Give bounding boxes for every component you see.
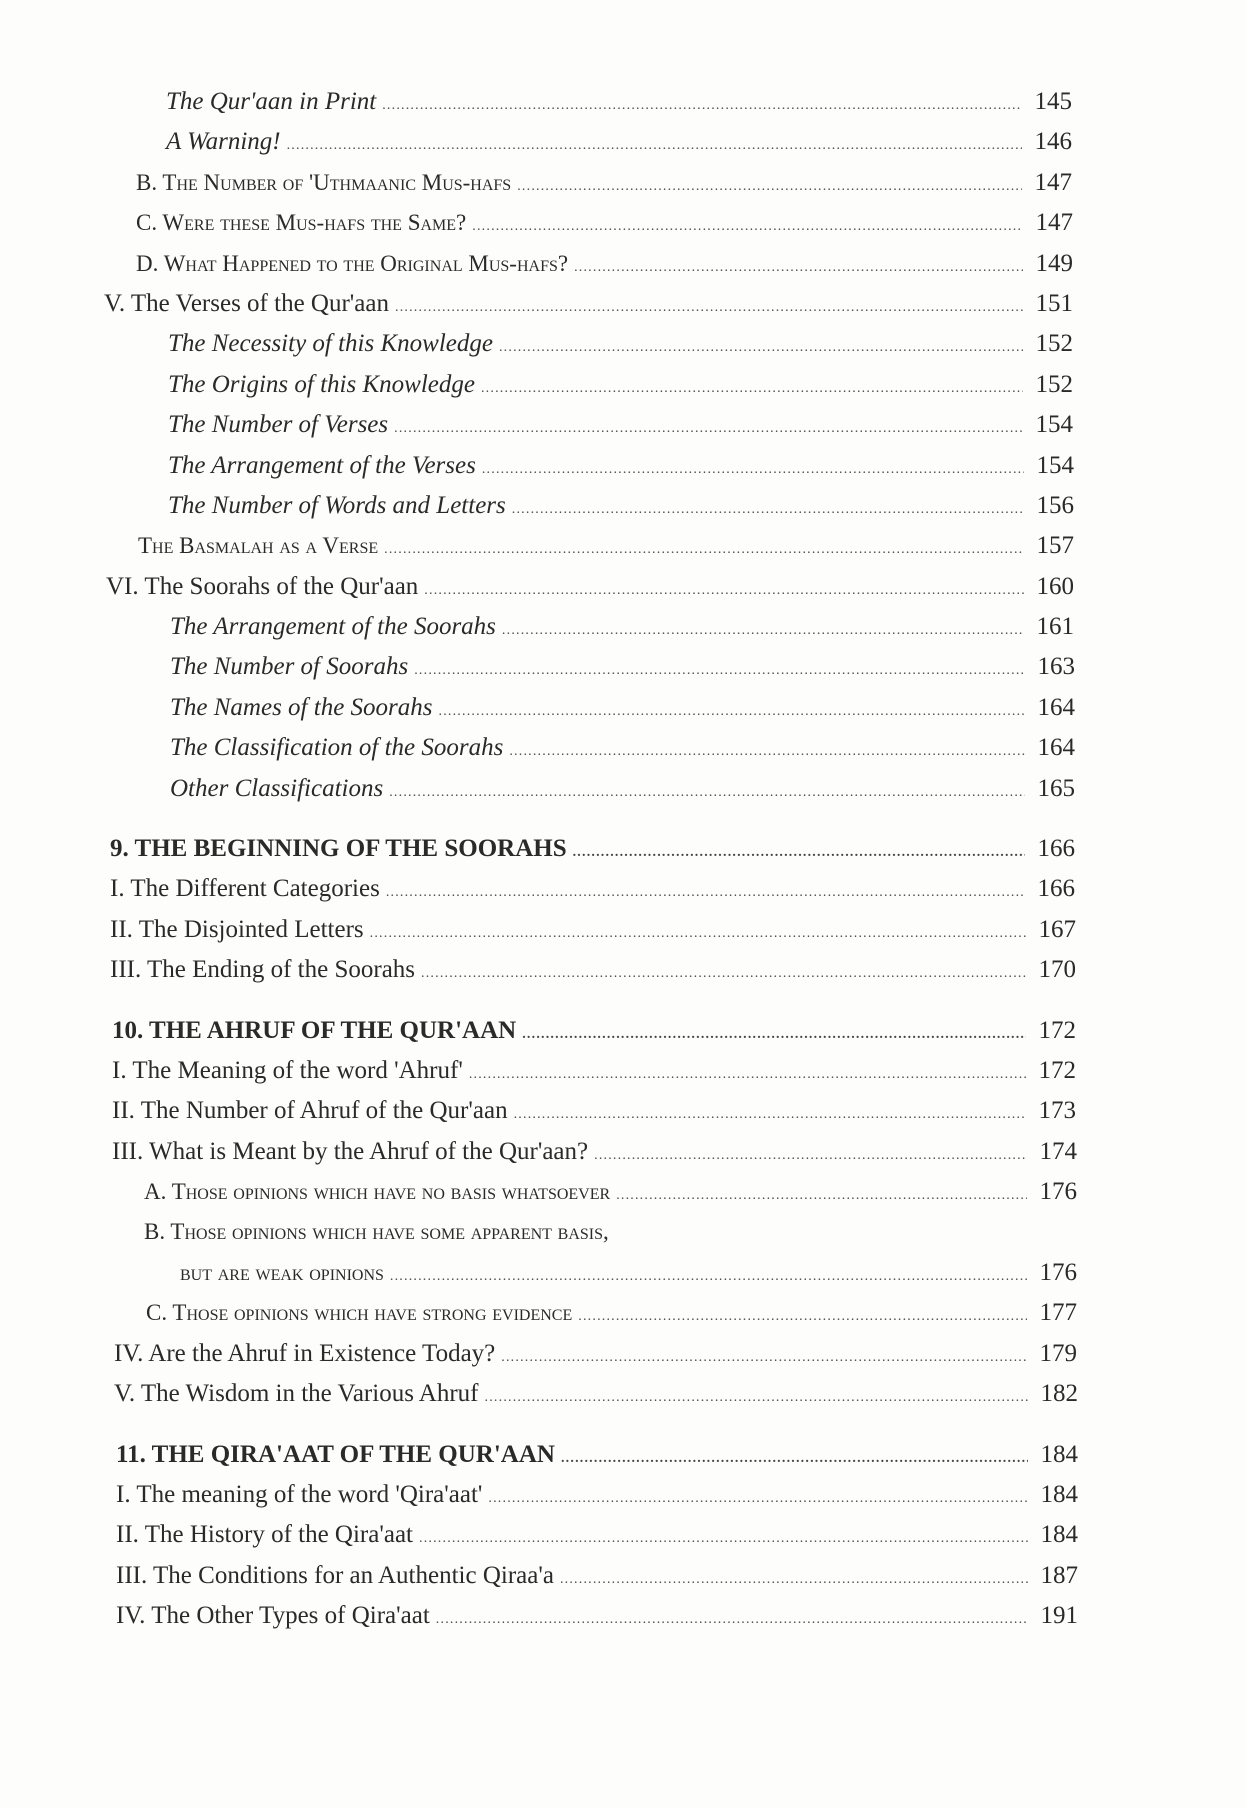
toc-chapter-heading [0, 1441, 1246, 1481]
toc-entry-title: B. Those opinions which have some apparent basis, [144, 1218, 609, 1244]
toc-page-number: 156 [1036, 491, 1074, 519]
dot-leader [481, 381, 1023, 397]
toc-entry-title: A Warning! [166, 128, 281, 156]
toc-entry-title: C. Those opinions which have strong evidence [146, 1300, 573, 1326]
toc-entry-title: II. The Disjointed Letters [110, 915, 364, 943]
toc-entry-title: The Arrangement of the Verses [168, 451, 476, 479]
toc-entry-title: II. The Number of Ahruf of the Qur'aan [112, 1097, 508, 1125]
toc-entry [0, 875, 1246, 915]
toc-page-number: 182 [1040, 1380, 1078, 1408]
dot-leader [509, 744, 1025, 760]
dot-leader [502, 623, 1024, 639]
dot-leader [522, 1027, 1026, 1043]
toc-entry [0, 128, 1246, 168]
toc-page-number: 184 [1040, 1440, 1078, 1468]
dot-leader [395, 300, 1023, 316]
toc-entry-title: III. What is Meant by the Ahruf of the Qur'aan? [112, 1137, 589, 1165]
toc-entry-title: The Qur'aan in Print [166, 88, 377, 115]
dot-leader [485, 1390, 1028, 1406]
toc-entry-title: III. The Ending of the Soorahs [110, 956, 416, 984]
dot-leader [512, 502, 1024, 518]
toc-page-number: 179 [1039, 1339, 1077, 1367]
toc-entry-title: The Number of Verses [168, 411, 389, 439]
dot-leader [501, 1350, 1027, 1366]
dot-leader [439, 704, 1026, 720]
toc-entry [0, 1562, 1246, 1602]
toc-entry-title: The Number of Words and Letters [168, 491, 506, 519]
toc-entry [0, 1602, 1246, 1642]
toc-entry [0, 1299, 1246, 1339]
toc-page-number: 172 [1038, 1056, 1076, 1084]
toc-entry [0, 1057, 1246, 1097]
toc-entry-title: 11. THE QIRA'AAT OF THE QUR'AAN [116, 1440, 555, 1468]
toc-entry-title: The Origins of this Knowledge [168, 370, 475, 398]
dot-leader [573, 845, 1025, 861]
toc-entry [0, 956, 1246, 996]
dot-leader [574, 260, 1023, 276]
dot-leader [419, 1531, 1028, 1547]
toc-page-number: 157 [1036, 532, 1074, 560]
toc-page-number: 176 [1039, 1178, 1077, 1206]
toc-page-number: 170 [1038, 956, 1076, 984]
toc-entry-title: 10. THE AHRUF OF THE QUR'AAN [112, 1016, 517, 1044]
toc-entry-title: B. The Number of 'Uthmaanic Mus-hafs [136, 169, 512, 195]
toc-entry [0, 1340, 1246, 1380]
dot-leader [414, 663, 1025, 679]
toc-entry-title: The Arrangement of the Soorahs [170, 613, 496, 641]
toc-entry-title: I. The Different Categories [110, 875, 380, 903]
table-of-contents [0, 88, 1246, 1642]
dot-leader [394, 421, 1023, 437]
toc-entry [0, 1219, 1246, 1259]
toc-page-number: 177 [1039, 1299, 1077, 1327]
toc-entry [0, 88, 1246, 128]
toc-page-number: 184 [1040, 1521, 1078, 1549]
toc-entry-title: V. The Wisdom in the Various Ahruf [114, 1380, 479, 1408]
toc-entry-title: IV. Are the Ahruf in Existence Today? [114, 1339, 496, 1367]
dot-leader [472, 219, 1023, 235]
dot-leader [384, 542, 1024, 558]
toc-page-number: 161 [1036, 613, 1074, 641]
toc-entry [0, 330, 1246, 370]
toc-entry [0, 775, 1246, 815]
dot-leader [560, 1572, 1028, 1588]
toc-entry [0, 613, 1246, 653]
toc-page-number: 187 [1040, 1561, 1078, 1589]
toc-page-number: 147 [1034, 168, 1072, 196]
dot-leader [616, 1188, 1027, 1204]
toc-entry-title: D. What Happened to the Original Mus-hafs? [136, 250, 569, 276]
toc-entry-title: A. Those opinions which have no basis whatsoever [144, 1179, 611, 1205]
toc-entry [0, 532, 1246, 572]
toc-page-number: 146 [1034, 128, 1072, 156]
dot-leader [578, 1309, 1027, 1325]
dot-leader [488, 1491, 1028, 1507]
toc-entry-title: Other Classifications [170, 774, 384, 802]
toc-entry-title: but are weak opinions [180, 1259, 384, 1285]
toc-page-number: 145 [1034, 88, 1072, 115]
toc-page-number: 164 [1037, 734, 1075, 762]
toc-entry-title: V. The Verses of the Qur'aan [104, 289, 389, 317]
toc-page-number: 166 [1037, 835, 1075, 863]
toc-page-number: 152 [1035, 370, 1073, 398]
toc-page-number: 151 [1035, 289, 1073, 317]
toc-entry-title: The Classification of the Soorahs [170, 734, 504, 762]
toc-entry-title: III. The Conditions for an Authentic Qiraa'a [116, 1561, 554, 1589]
toc-entry-title: 9. THE BEGINNING OF THE SOORAHS [110, 835, 567, 863]
toc-entry [0, 209, 1246, 249]
dot-leader [390, 1269, 1027, 1285]
dot-leader [482, 462, 1024, 478]
toc-page-number: 152 [1035, 330, 1073, 358]
dot-leader [469, 1067, 1026, 1083]
toc-entry [0, 371, 1246, 411]
toc-entry [0, 290, 1246, 330]
dot-leader [287, 138, 1022, 154]
toc-entry [0, 169, 1246, 209]
dot-leader [517, 179, 1022, 195]
toc-entry [0, 653, 1246, 693]
toc-entry [0, 694, 1246, 734]
toc-entry [0, 1481, 1246, 1521]
toc-entry-title: The Necessity of this Knowledge [168, 330, 493, 358]
toc-entry [0, 452, 1246, 492]
toc-chapter-heading [0, 1017, 1246, 1057]
toc-entry [0, 734, 1246, 774]
dot-leader [424, 583, 1024, 599]
toc-entry [0, 492, 1246, 532]
dot-leader [382, 98, 1022, 114]
toc-page-number: 149 [1035, 249, 1073, 277]
toc-page-number: 164 [1037, 693, 1075, 721]
toc-entry [0, 1097, 1246, 1137]
toc-page-number: 176 [1039, 1258, 1077, 1286]
toc-entry [0, 573, 1246, 613]
toc-entry-title: I. The meaning of the word 'Qira'aat' [116, 1480, 483, 1508]
toc-entry [0, 1178, 1246, 1218]
toc-entry [0, 1138, 1246, 1178]
toc-entry [0, 916, 1246, 956]
dot-leader [389, 785, 1025, 801]
toc-page-number: 165 [1037, 774, 1075, 802]
toc-entry-title: I. The Meaning of the word 'Ahruf' [112, 1056, 463, 1084]
dot-leader [421, 966, 1026, 982]
toc-entry [0, 1521, 1246, 1561]
toc-chapter-heading [0, 835, 1246, 875]
toc-entry-title: VI. The Soorahs of the Qur'aan [106, 572, 419, 600]
toc-page-number: 172 [1038, 1016, 1076, 1044]
dot-leader [594, 1148, 1027, 1164]
dot-leader [386, 885, 1025, 901]
toc-entry-title: II. The History of the Qira'aat [116, 1521, 413, 1549]
toc-page-number: 166 [1037, 875, 1075, 903]
toc-entry [0, 1259, 1246, 1299]
toc-page-number: 163 [1037, 653, 1075, 681]
toc-page-number: 160 [1036, 572, 1074, 600]
toc-entry [0, 411, 1246, 451]
dot-leader [436, 1612, 1028, 1628]
toc-page-number: 174 [1039, 1137, 1077, 1165]
toc-entry-title: C. Were these Mus-hafs the Same? [136, 210, 467, 236]
dot-leader [561, 1451, 1028, 1467]
toc-entry [0, 250, 1246, 290]
toc-page-number: 184 [1040, 1480, 1078, 1508]
toc-entry-title: IV. The Other Types of Qira'aat [116, 1602, 430, 1630]
dot-leader [370, 926, 1026, 942]
toc-page-number: 147 [1035, 209, 1073, 237]
toc-page-number: 154 [1035, 411, 1073, 439]
toc-page-number: 173 [1038, 1097, 1076, 1125]
dot-leader [514, 1107, 1026, 1123]
toc-entry-title: The Basmalah as a Verse [138, 533, 379, 559]
toc-entry-title: The Names of the Soorahs [170, 693, 433, 721]
toc-page-number: 154 [1036, 451, 1074, 479]
dot-leader [499, 340, 1023, 356]
toc-page-number: 167 [1038, 915, 1076, 943]
toc-entry [0, 1380, 1246, 1420]
toc-entry-title: The Number of Soorahs [170, 653, 409, 681]
toc-page-number: 191 [1040, 1602, 1078, 1630]
